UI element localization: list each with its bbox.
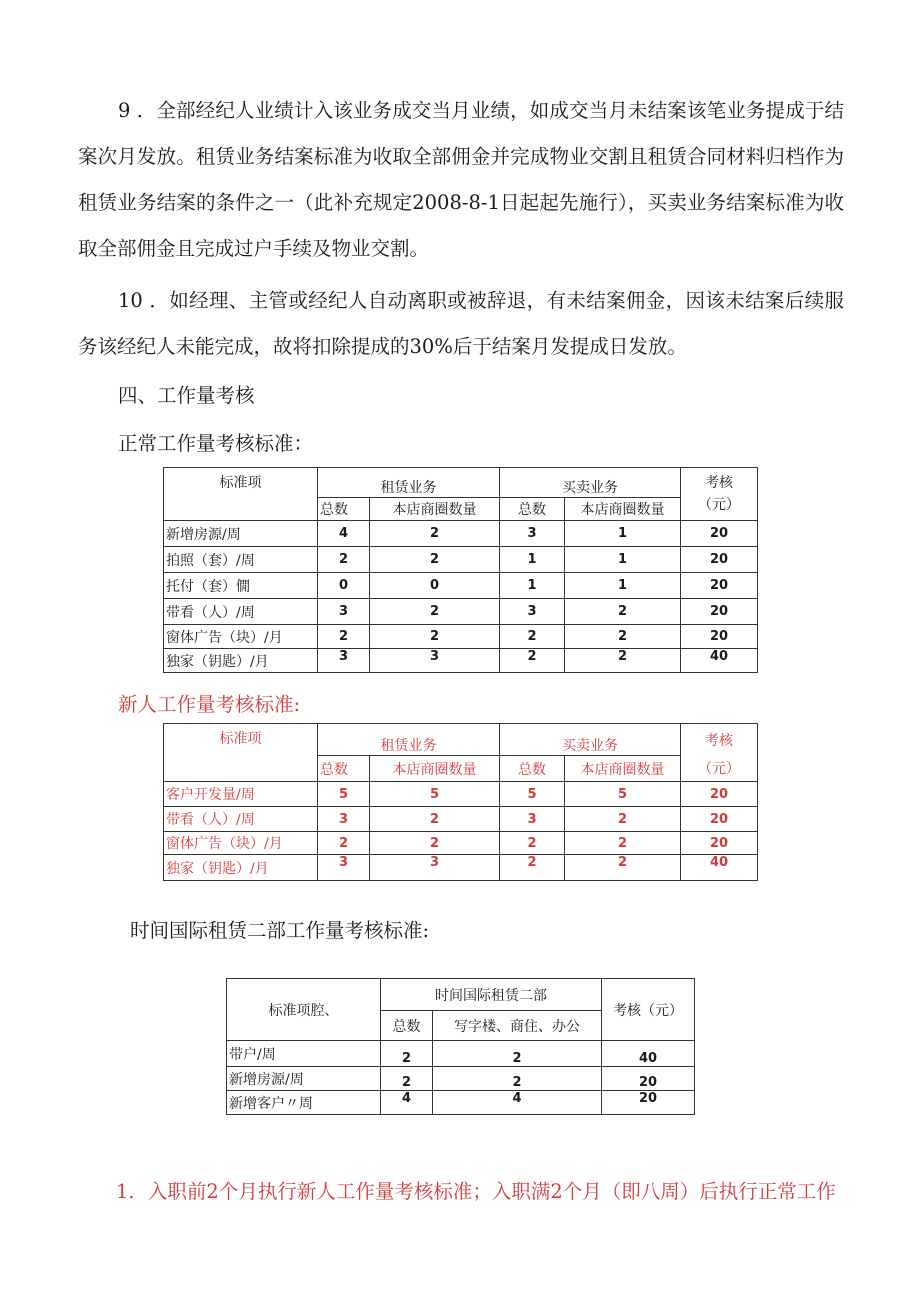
table-row [164,599,758,625]
score: 20 [681,521,758,547]
total: 2 [381,1041,433,1067]
row-label: 托付（套）僩 [164,573,318,599]
sale-local: 2 [565,625,681,649]
rent-local: 3 [370,855,500,881]
rent-local: 2 [370,625,500,649]
sale-local: 1 [565,547,681,573]
score: 20 [602,1067,695,1091]
rent-total: 3 [318,649,370,673]
table-row [164,807,758,832]
rent-total: 3 [318,599,370,625]
normal-standard-title: 正常工作量考核标准： [118,432,314,455]
header-rent-local: 本店商圈数量 [370,498,500,521]
type-count: 2 [433,1041,602,1067]
header-rent-total: 总数 [318,756,370,782]
header-rent: 租赁业务 [318,468,500,498]
sale-total: 5 [500,782,565,807]
header-score: 考核（元） [602,979,695,1041]
score: 20 [681,832,758,855]
rent-local: 0 [370,573,500,599]
paragraph-9: 9 ．全部经纪人业绩计入该业务成交当月业绩，如成交当月未结案该笔业务提成于结案次月发放。租赁业务结案标准为收取全部佣金并完成物业交割且租赁合同材料归档作为租赁业务结案的条件之一（此补充规定2008-8-1日起起先施行），买卖业务结案标准为收取全部佣金且完成过户手续及物业交割。 [78,99,844,260]
sale-local: 2 [565,807,681,832]
score: 20 [681,573,758,599]
rent-total: 2 [318,547,370,573]
rent-total: 3 [318,807,370,832]
sale-total: 3 [500,599,565,625]
rent-local: 2 [370,521,500,547]
table-row [227,1067,695,1091]
row-label: 带看（人）/周 [164,599,318,625]
sale-total: 1 [500,573,565,599]
score: 20 [681,547,758,573]
rent-total: 2 [318,832,370,855]
sale-total: 2 [500,855,565,881]
sale-total: 3 [500,521,565,547]
rent-local: 5 [370,782,500,807]
rent-local: 2 [370,832,500,855]
sale-total: 2 [500,649,565,673]
newbie-workload-table [163,723,758,881]
total: 4 [381,1091,433,1115]
header-rent: 租赁业务 [318,724,500,756]
sale-local: 2 [565,832,681,855]
row-label: 窗体广告（块）/月 [164,832,318,855]
rent-local: 2 [370,807,500,832]
row-label: 独家（钥匙）/月 [164,649,318,673]
score: 20 [681,807,758,832]
header-sale-total: 总数 [500,498,565,521]
score: 40 [602,1041,695,1067]
row-label: 新增房源/周 [164,521,318,547]
table-row [227,1041,695,1067]
table-row [164,855,758,881]
rent-total: 4 [318,521,370,547]
header-sale-local: 本店商圈数量 [565,756,681,782]
sale-total: 2 [500,832,565,855]
rule-1: 1．入职前2个月执行新人工作量考核标准；入职满2个月（即八周）后执行正常工作 [116,1180,836,1203]
rent-local: 2 [370,599,500,625]
score: 20 [602,1091,695,1115]
score: 20 [681,782,758,807]
header-score: 考核 [681,724,758,756]
sale-total: 3 [500,807,565,832]
dept2-workload-table [226,978,695,1115]
sale-local: 1 [565,573,681,599]
header-rent-total: 总数 [318,498,370,521]
row-label: 新增客户〃周 [227,1091,381,1115]
table-row [164,573,758,599]
header-rent-local: 本店商圈数量 [370,756,500,782]
rent-total: 5 [318,782,370,807]
newbie-standard-title: 新人工作量考核标准: [118,693,301,716]
score: 20 [681,625,758,649]
sale-local: 1 [565,521,681,547]
sale-total: 1 [500,547,565,573]
row-label: 带看（人）/周 [164,807,318,832]
header-score: 考核 （元） [681,468,758,521]
header-type: 写字楼、商住、办公 [433,1011,602,1041]
row-label: 新增房源/周 [227,1067,381,1091]
table-row [164,832,758,855]
table-row [164,521,758,547]
rent-local: 2 [370,547,500,573]
rent-local: 3 [370,649,500,673]
score: 20 [681,599,758,625]
rent-total: 0 [318,573,370,599]
header-dept: 时间国际租赁二部 [381,979,602,1011]
sale-local: 2 [565,649,681,673]
score: 40 [681,855,758,881]
header-score-unit: （元） [681,756,758,782]
header-sale-total: 总数 [500,756,565,782]
rent-total: 3 [318,855,370,881]
row-label: 窗体广告（块）/月 [164,625,318,649]
section-heading-workload: 四、工作量考核 [118,384,255,407]
table-row [164,625,758,649]
rent-total: 2 [318,625,370,649]
paragraph-10: 10 ．如经理、主管或经纪人自动离职或被辞退，有未结案佣金，因该未结案后续服务该经纪人未能完成，故将扣除提成的30%后于结案月发提成日发放。 [78,289,844,358]
header-total: 总数 [381,1011,433,1041]
type-count: 2 [433,1067,602,1091]
row-label: 带户/周 [227,1041,381,1067]
header-sale-local: 本店商圈数量 [565,498,681,521]
normal-workload-table [163,467,758,673]
row-label: 独家（钥匙）/月 [164,855,318,881]
type-count: 4 [433,1091,602,1115]
header-item: 标准项 [164,468,318,521]
table-row [227,1091,695,1115]
sale-local: 5 [565,782,681,807]
dept2-standard-title: 时间国际租赁二部工作量考核标准: [130,919,430,942]
row-label: 拍照（套）/周 [164,547,318,573]
total: 2 [381,1067,433,1091]
sale-local: 2 [565,599,681,625]
header-sale: 买卖业务 [500,468,681,498]
header-sale: 买卖业务 [500,724,681,756]
table-row [164,649,758,673]
table-row [164,547,758,573]
sale-total: 2 [500,625,565,649]
score: 40 [681,649,758,673]
header-item: 标准项腔、 [227,979,381,1041]
sale-local: 2 [565,855,681,881]
table-row [164,782,758,807]
header-item: 标准项 [164,724,318,782]
row-label: 客户开发量/周 [164,782,318,807]
